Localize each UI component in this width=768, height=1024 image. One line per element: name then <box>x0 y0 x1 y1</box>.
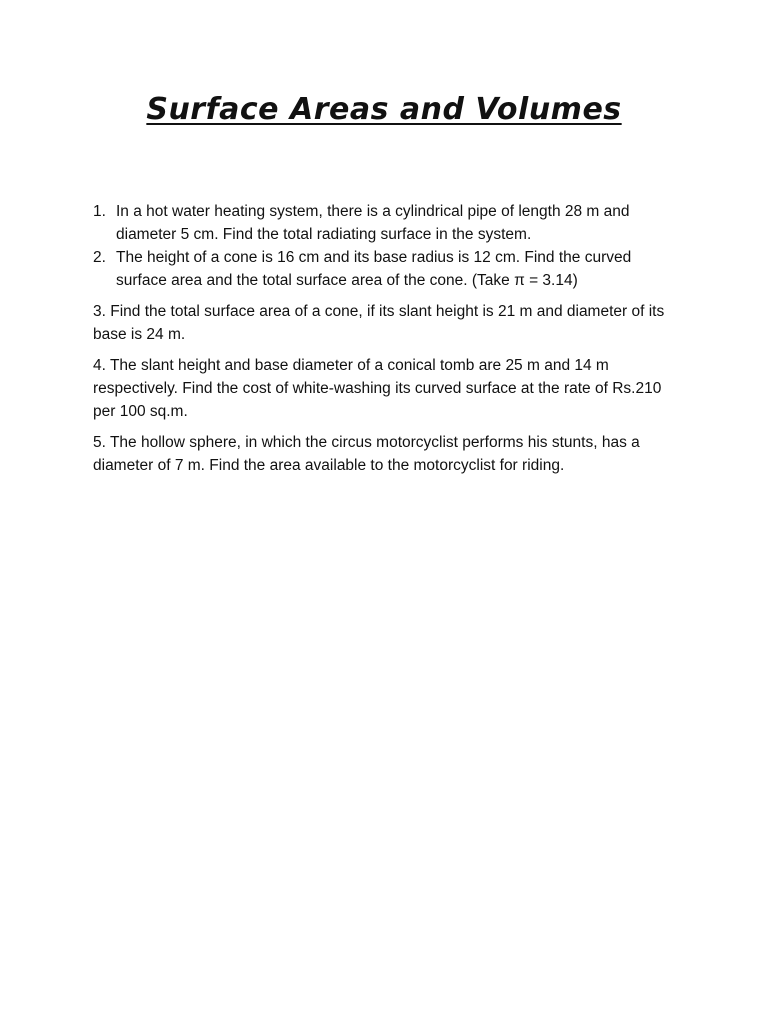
numbered-question-list <box>93 200 678 292</box>
question-paragraph-5: 5. The hollow sphere, in which the circus motorcyclist performs his stunts, has a diameter of 7 m. Find the area available to the motorcyclist for riding. <box>93 434 640 474</box>
question-paragraph-3: 3. Find the total surface area of a cone, if its slant height is 21 m and diameter of its base is 24 m. <box>93 303 665 343</box>
question-item-2 <box>93 246 678 292</box>
question-text-2: The height of a cone is 16 cm and its base radius is 12 cm. Find the curved surface area and the total surface area of the cone. (Take π = 3.14) <box>116 249 632 289</box>
question-item-1 <box>93 200 678 246</box>
question-text-1: In a hot water heating system, there is a cylindrical pipe of length 28 m and diameter 5 cm. Find the total radiating surface in the system. <box>116 203 630 243</box>
page-title: Surface Areas and Volumes <box>146 92 622 127</box>
question-paragraph-4: 4. The slant height and base diameter of a conical tomb are 25 m and 14 m respectively. Find the cost of white-washing its curved surface at the rate of Rs.210 per 100 sq.m. <box>93 357 662 420</box>
question-number-1: 1. <box>93 203 106 220</box>
question-number-2: 2. <box>93 249 106 266</box>
question-content <box>93 200 678 477</box>
